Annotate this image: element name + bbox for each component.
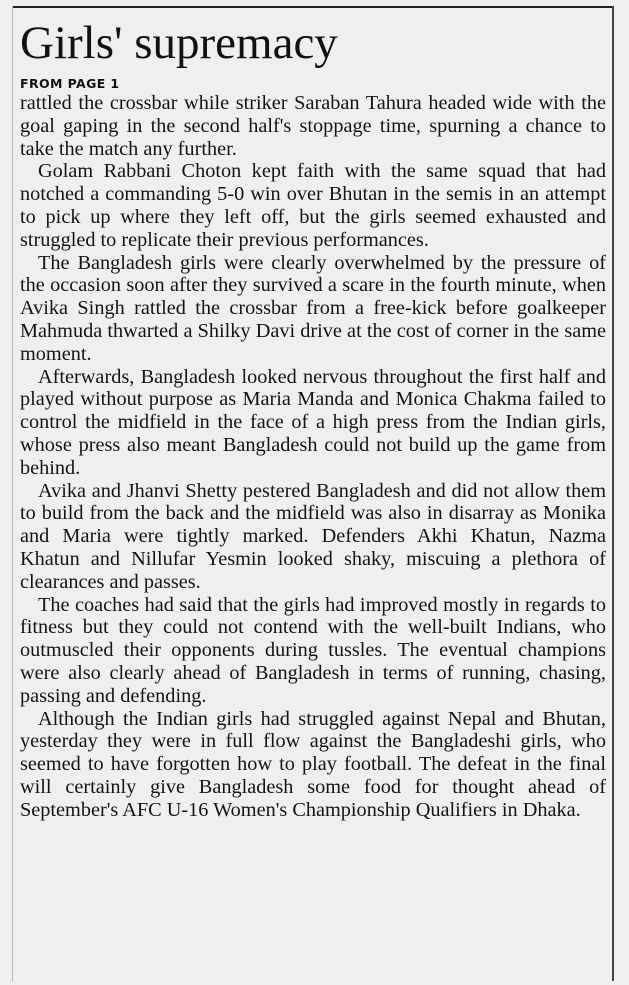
paragraph: Golam Rabbani Choton kept faith with the same squad that had notched a commanding 5-0 win over Bhutan in the semis in an attempt to pick up where they left off, but the girls seemed exhausted and struggled to replicate their previous performances. [20, 160, 606, 251]
article-body [20, 92, 606, 822]
paragraph: rattled the crossbar while striker Saraban Tahura headed wide with the goal gaping in the second half's stoppage time, spurning a chance to take the match any further. [20, 92, 606, 160]
paragraph: Afterwards, Bangladesh looked nervous throughout the first half and played without purpose as Maria Manda and Monica Chakma failed to control the midfield in the face of a high press from the Indian girls, whose press also meant Bangladesh could not build up the game from behind. [20, 365, 606, 479]
left-column-rule [12, 6, 13, 981]
continued-from-label: FROM PAGE 1 [20, 76, 120, 91]
article [20, 14, 606, 822]
right-column-rule [612, 6, 614, 981]
headline: Girls' supremacy [20, 17, 338, 69]
paragraph: Avika and Jhanvi Shetty pestered Bangladesh and did not allow them to build from the back and the midfield was also in disarray as Monika and Maria were tightly marked. Defenders Akhi Khatun, Nazma Khatun and Nillufar Yesmin looked shaky, miscuing a plethora of clearances and passes. [20, 479, 606, 593]
paragraph: Although the Indian girls had struggled against Nepal and Bhutan, yesterday they were in full flow against the Bangladeshi girls, who seemed to have forgotten how to play football. The defeat in the final will certainly give Bangladesh some food for thought ahead of September's AFC U-16 Women's Championship Qualifiers in Dhaka. [20, 707, 606, 821]
paragraph: The coaches had said that the girls had improved mostly in regards to fitness but they could not contend with the well-built Indians, who outmuscled their opponents during tussles. The eventual champions were also clearly ahead of Bangladesh in terms of running, chasing, passing and defending. [20, 593, 606, 707]
top-rule [12, 6, 612, 8]
paragraph: The Bangladesh girls were clearly overwhelmed by the pressure of the occasion soon after they survived a scare in the fourth minute, when Avika Singh rattled the crossbar from a free-kick before goalkeeper Mahmuda thwarted a Shilky Davi drive at the cost of corner in the same moment. [20, 251, 606, 365]
